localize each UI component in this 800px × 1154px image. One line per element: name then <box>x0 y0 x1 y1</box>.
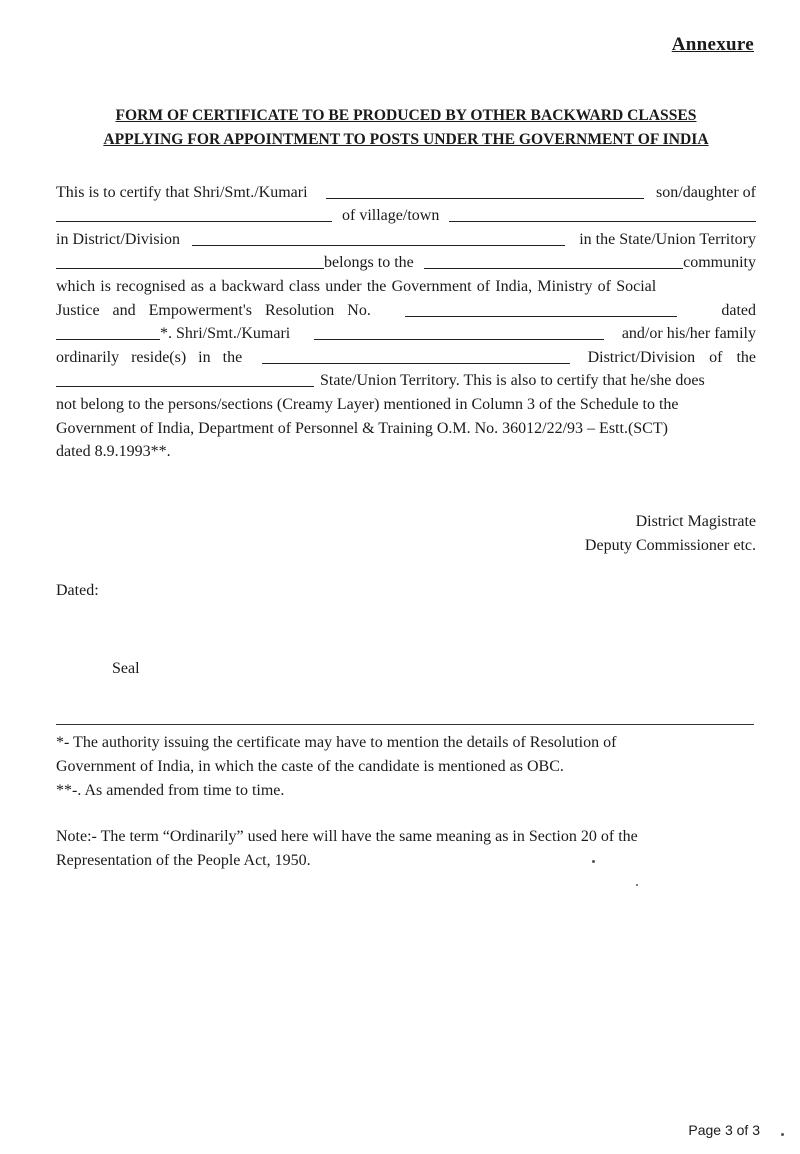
cert-line-3 <box>56 225 756 249</box>
form-title-line-1: FORM OF CERTIFICATE TO BE PRODUCED BY OTHER BACKWARD CLASSES <box>115 107 697 124</box>
cert-text: belongs to the <box>324 254 414 272</box>
cert-text: son/daughter of <box>656 183 756 201</box>
dated-label: Dated: <box>56 582 99 599</box>
cert-text: which is recognised as a backward class under the Government of India, Ministry of Social <box>56 277 657 295</box>
residence-state-blank[interactable] <box>56 371 314 387</box>
scan-speck <box>592 860 595 863</box>
district-division-blank[interactable] <box>192 230 565 246</box>
cert-line-9 <box>56 367 756 391</box>
cert-line-7 <box>56 320 756 344</box>
cert-text: not belong to the persons/sections (Creamy Layer) mentioned in Column 3 of the Schedule to the <box>56 395 679 413</box>
cert-line-12 <box>56 438 756 462</box>
cert-text: and/or his/her family <box>621 325 756 343</box>
cert-line-10 <box>56 390 756 414</box>
cert-text: of village/town <box>342 207 440 225</box>
note-line-2: Representation of the People Act, 1950. <box>56 852 311 869</box>
resolution-no-blank[interactable] <box>405 301 678 317</box>
cert-line-2 <box>56 202 756 226</box>
resolution-date-blank[interactable] <box>56 324 160 340</box>
village-town-blank[interactable] <box>449 206 756 222</box>
community-blank[interactable] <box>424 253 683 269</box>
residence-district-blank[interactable] <box>262 348 569 364</box>
cert-text: State/Union Territory. This is also to certify that he/she does <box>320 372 705 390</box>
note-block <box>56 825 756 873</box>
cert-text: ordinarily reside(s) in the <box>56 348 243 366</box>
footnote-divider <box>56 724 754 725</box>
cert-text: This is to certify that Shri/Smt./Kumari <box>56 183 308 201</box>
cert-text: Government of India, Department of Personnel & Training O.M. No. 36012/22/93 – Estt.(SCT) <box>56 419 668 437</box>
cert-line-6 <box>56 296 756 320</box>
cert-line-1 <box>56 178 756 202</box>
cert-text: dated <box>721 301 756 319</box>
scan-speck <box>636 884 638 886</box>
certificate-body <box>56 178 756 461</box>
cert-text: community <box>683 254 756 272</box>
cert-line-8 <box>56 343 756 367</box>
signatory-block <box>585 510 756 558</box>
signatory-title-1: District Magistrate <box>635 513 756 530</box>
cert-line-5 <box>56 272 756 296</box>
signatory-title-2: Deputy Commissioner etc. <box>584 537 756 554</box>
state-ut-blank[interactable] <box>56 253 324 269</box>
cert-line-4 <box>56 249 756 273</box>
footnote-1-line-2: Government of India, in which the caste of the candidate is mentioned as OBC. <box>56 758 564 775</box>
cert-text: District/Division of the <box>587 348 756 366</box>
footnote-2: **-. As amended from time to time. <box>56 782 285 799</box>
note-line-1: Note:- The term “Ordinarily” used here will have the same meaning as in Section 20 of the <box>56 828 638 845</box>
cert-text: dated 8.9.1993**. <box>56 443 171 461</box>
scan-speck <box>781 1133 784 1136</box>
name-field-blank-2[interactable] <box>314 324 604 340</box>
cert-text: in the State/Union Territory <box>579 230 756 248</box>
annexure-heading: Annexure <box>671 34 754 55</box>
cert-text: in District/Division <box>56 230 180 248</box>
name-field-blank[interactable] <box>326 183 644 199</box>
page-number: Page 3 of 3 <box>688 1122 760 1138</box>
footnotes <box>56 731 756 803</box>
cert-line-11 <box>56 414 756 438</box>
form-title-line-2: APPLYING FOR APPOINTMENT TO POSTS UNDER THE GOVERNMENT OF INDIA <box>103 131 709 148</box>
form-title <box>56 104 756 152</box>
cert-text: *. Shri/Smt./Kumari <box>160 325 291 343</box>
footnote-1-line-1: *- The authority issuing the certificate may have to mention the details of Resolution of <box>56 734 617 751</box>
seal-label: Seal <box>112 660 140 677</box>
cert-text: Justice and Empowerment's Resolution No. <box>56 301 371 319</box>
parent-name-blank[interactable] <box>56 206 332 222</box>
